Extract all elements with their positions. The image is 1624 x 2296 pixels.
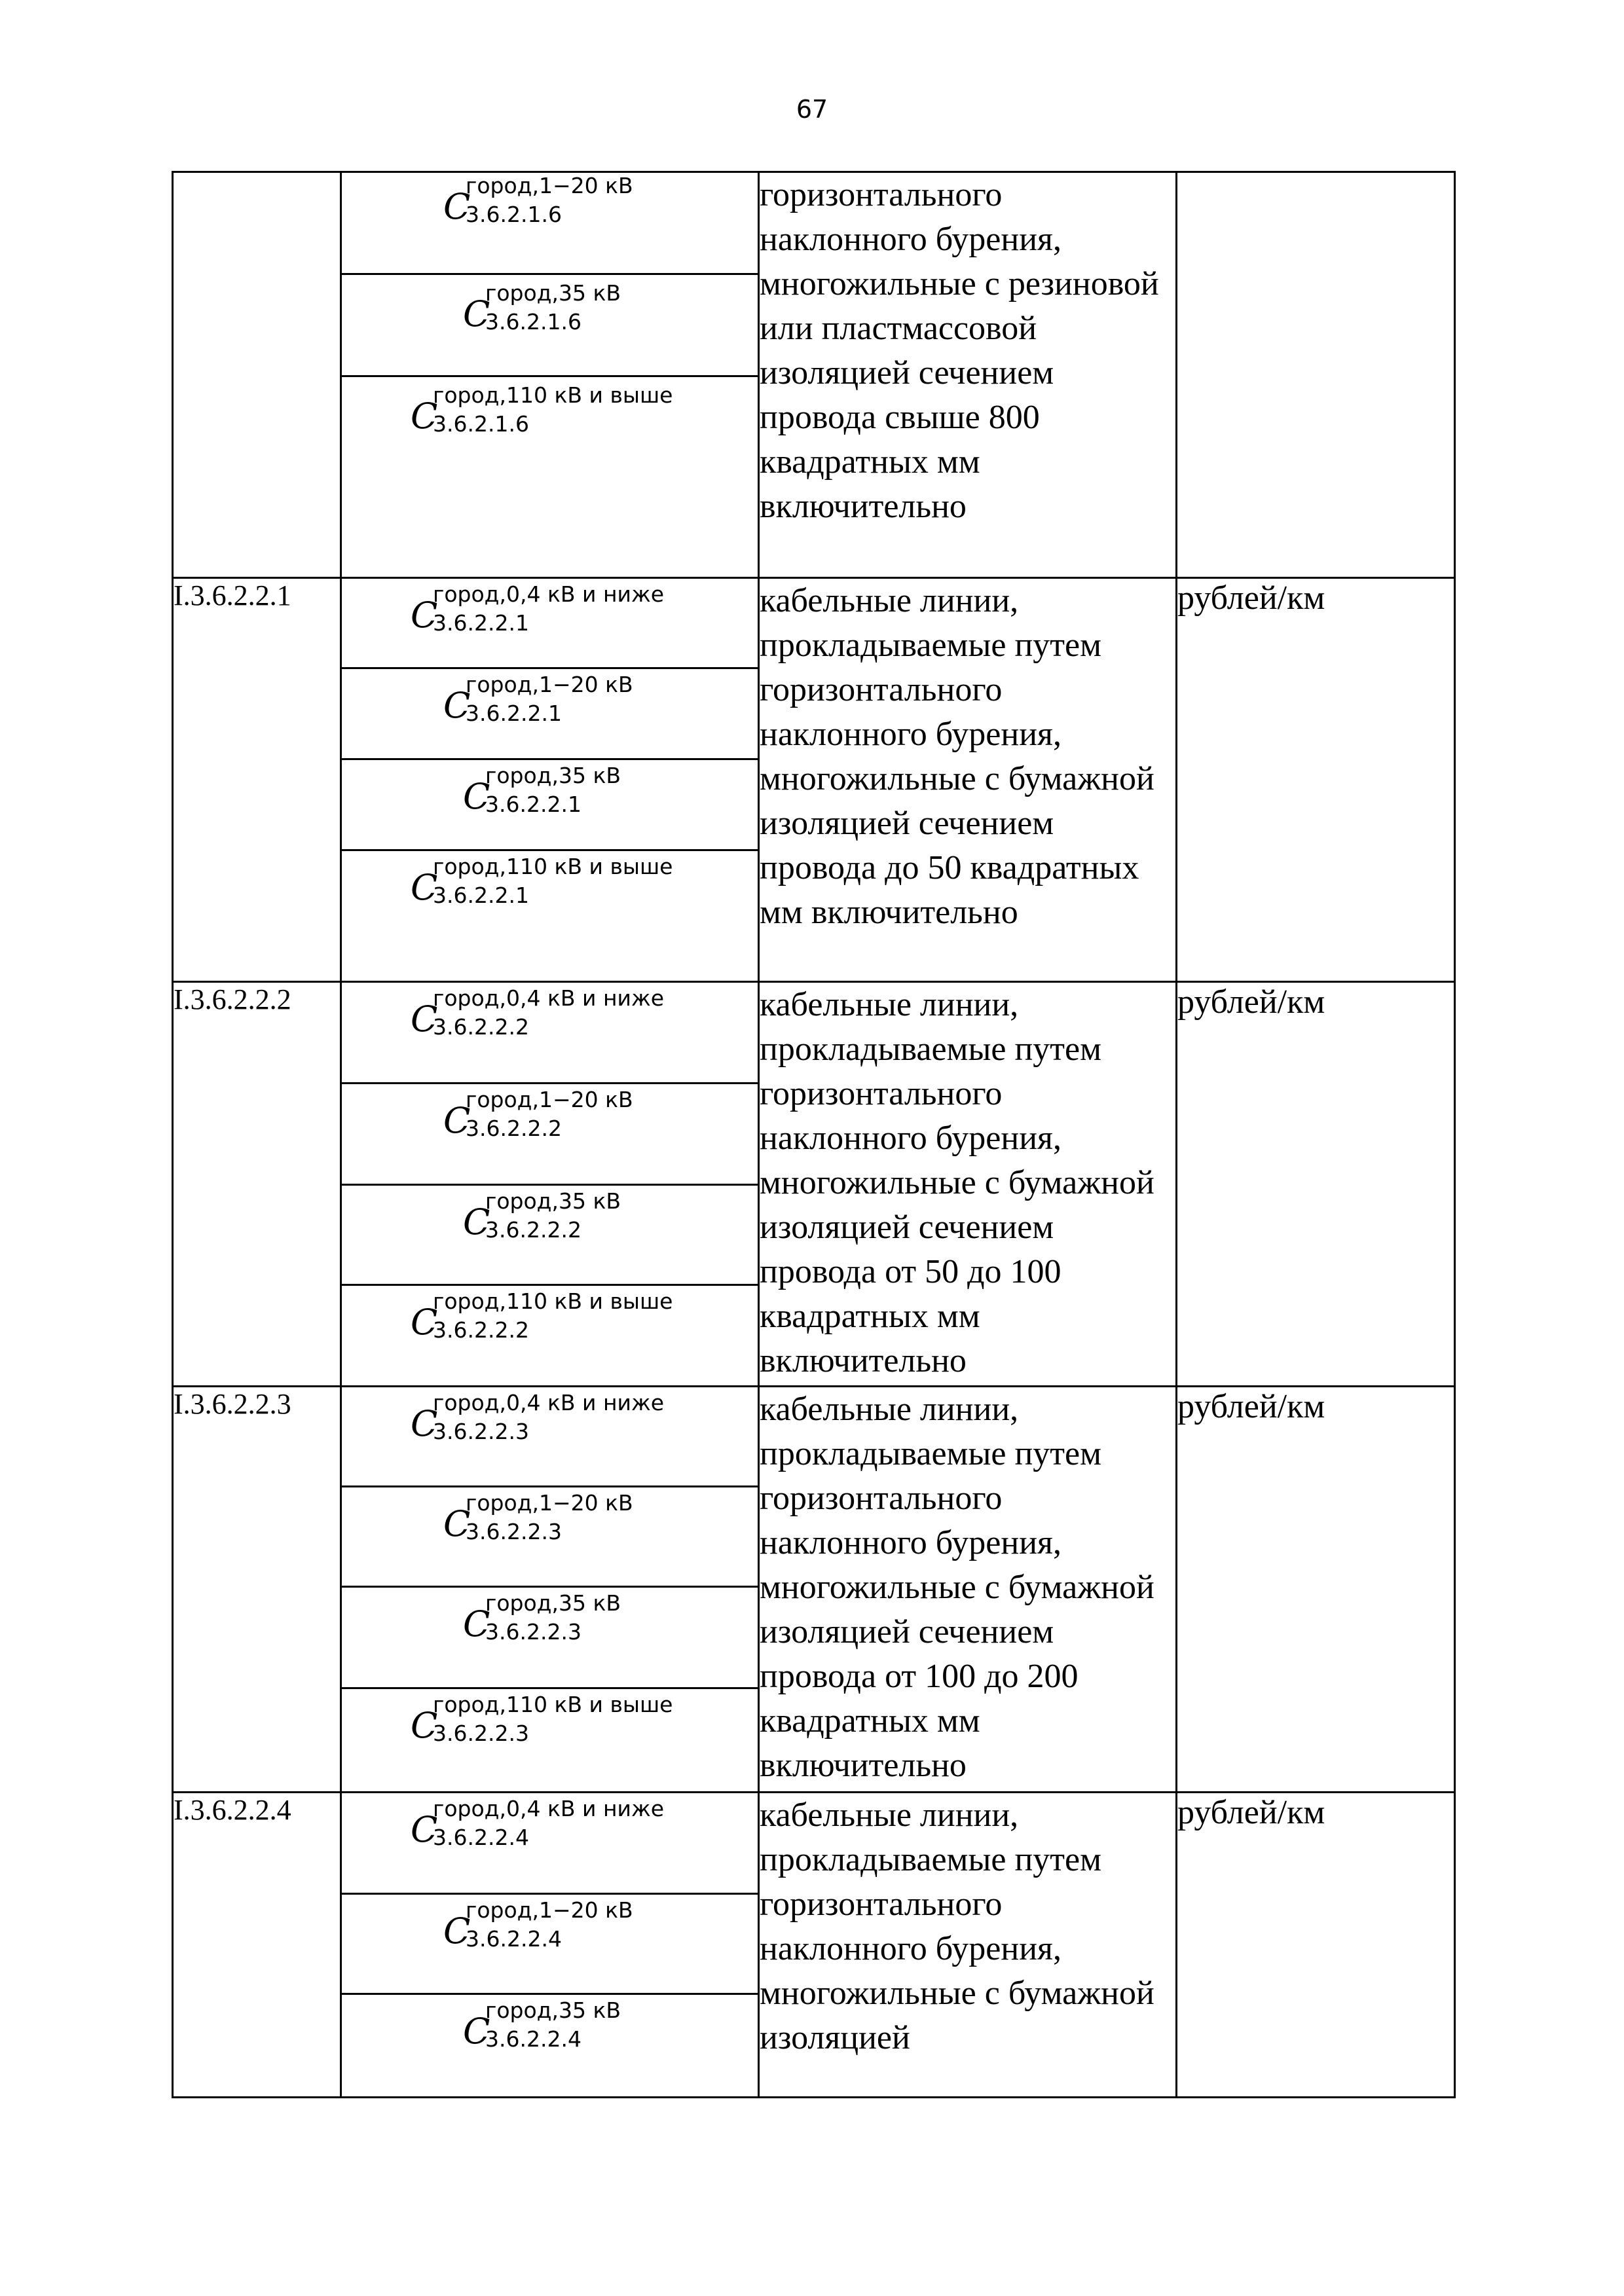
formula-cell: C город,1−20 кВ 3.6.2.2.1 bbox=[342, 669, 758, 760]
table-row bbox=[173, 1793, 1455, 2098]
row-code: I.3.6.2.2.2 bbox=[173, 982, 341, 1387]
formula-cell: C город,0,4 кВ и ниже 3.6.2.2.3 bbox=[342, 1387, 758, 1487]
table-row bbox=[173, 982, 1455, 1387]
formula-cell: C город,110 кВ и выше 3.6.2.1.6 bbox=[411, 382, 673, 437]
row-description: кабельные линии, прокладываемые путем горизонтального наклонного бурения, многожильные с бумажной изоляцией сечением провода от 50 до 100 квадратных мм включительно bbox=[759, 982, 1177, 1387]
table-row bbox=[173, 172, 1455, 578]
formula-cell: C город,0,4 кВ и ниже 3.6.2.2.1 bbox=[342, 579, 758, 669]
row-code: I.3.6.2.2.1 bbox=[173, 578, 341, 982]
row-code: I.3.6.2.2.4 bbox=[173, 1793, 341, 2098]
row-description: кабельные линии, прокладываемые путем горизонтального наклонного бурения, многожильные с бумажной изоляцией сечением провода до 50 квадратных мм включительно bbox=[759, 578, 1177, 982]
page-number: 67 bbox=[796, 95, 828, 124]
row-unit: рублей/км bbox=[1177, 982, 1455, 1387]
formula-cell: C город,35 кВ 3.6.2.2.3 bbox=[342, 1588, 758, 1689]
row-description: горизонтального наклонного бурения, многожильные с резиновой или пластмассовой изоляцией сечением провода свыше 800 квадратных мм включительно bbox=[759, 172, 1177, 578]
formula-cell-group bbox=[341, 982, 759, 1387]
row-unit bbox=[1177, 172, 1455, 578]
formula-cell-group bbox=[341, 1793, 759, 2098]
formula-cell: C город,1−20 кВ 3.6.2.2.2 bbox=[342, 1084, 758, 1186]
formula-cell: C город,0,4 кВ и ниже 3.6.2.2.4 bbox=[342, 1793, 758, 1895]
row-description: кабельные линии, прокладываемые путем горизонтального наклонного бурения, многожильные с бумажной изоляцией сечением провода от 100 до 200 квадратных мм включительно bbox=[759, 1387, 1177, 1793]
table-row bbox=[173, 1387, 1455, 1793]
formula-cell-group bbox=[341, 578, 759, 982]
row-code: I.3.6.2.2.3 bbox=[173, 1387, 341, 1793]
row-description: кабельные линии, прокладываемые путем горизонтального наклонного бурения, многожильные с бумажной изоляцией bbox=[759, 1793, 1177, 2098]
formula-cell: C город,1−20 кВ 3.6.2.1.6 bbox=[342, 173, 758, 275]
formula-cell: C город,110 кВ и выше 3.6.2.2.3 bbox=[411, 1692, 673, 1746]
row-unit: рублей/км bbox=[1177, 578, 1455, 982]
tariff-table bbox=[172, 171, 1456, 2098]
formula-cell-group bbox=[341, 1387, 759, 1793]
formula-cell: C город,35 кВ 3.6.2.2.2 bbox=[342, 1186, 758, 1286]
formula-cell: C город,1−20 кВ 3.6.2.2.4 bbox=[342, 1895, 758, 1995]
formula-cell: C город,1−20 кВ 3.6.2.2.3 bbox=[342, 1487, 758, 1588]
formula-cell: C город,110 кВ и выше 3.6.2.2.1 bbox=[411, 854, 673, 908]
formula-cell-group bbox=[341, 172, 759, 578]
formula-cell: C город,110 кВ и выше 3.6.2.2.2 bbox=[411, 1288, 673, 1343]
formula-cell: C город,0,4 кВ и ниже 3.6.2.2.2 bbox=[342, 983, 758, 1084]
formula-cell: C город,35 кВ 3.6.2.2.1 bbox=[342, 760, 758, 851]
formula-cell: C город,35 кВ 3.6.2.1.6 bbox=[342, 275, 758, 377]
row-code bbox=[173, 172, 341, 578]
table-row bbox=[173, 578, 1455, 982]
row-unit: рублей/км bbox=[1177, 1387, 1455, 1793]
formula-cell: C город,35 кВ 3.6.2.2.4 bbox=[463, 1997, 621, 2052]
row-unit: рублей/км bbox=[1177, 1793, 1455, 2098]
